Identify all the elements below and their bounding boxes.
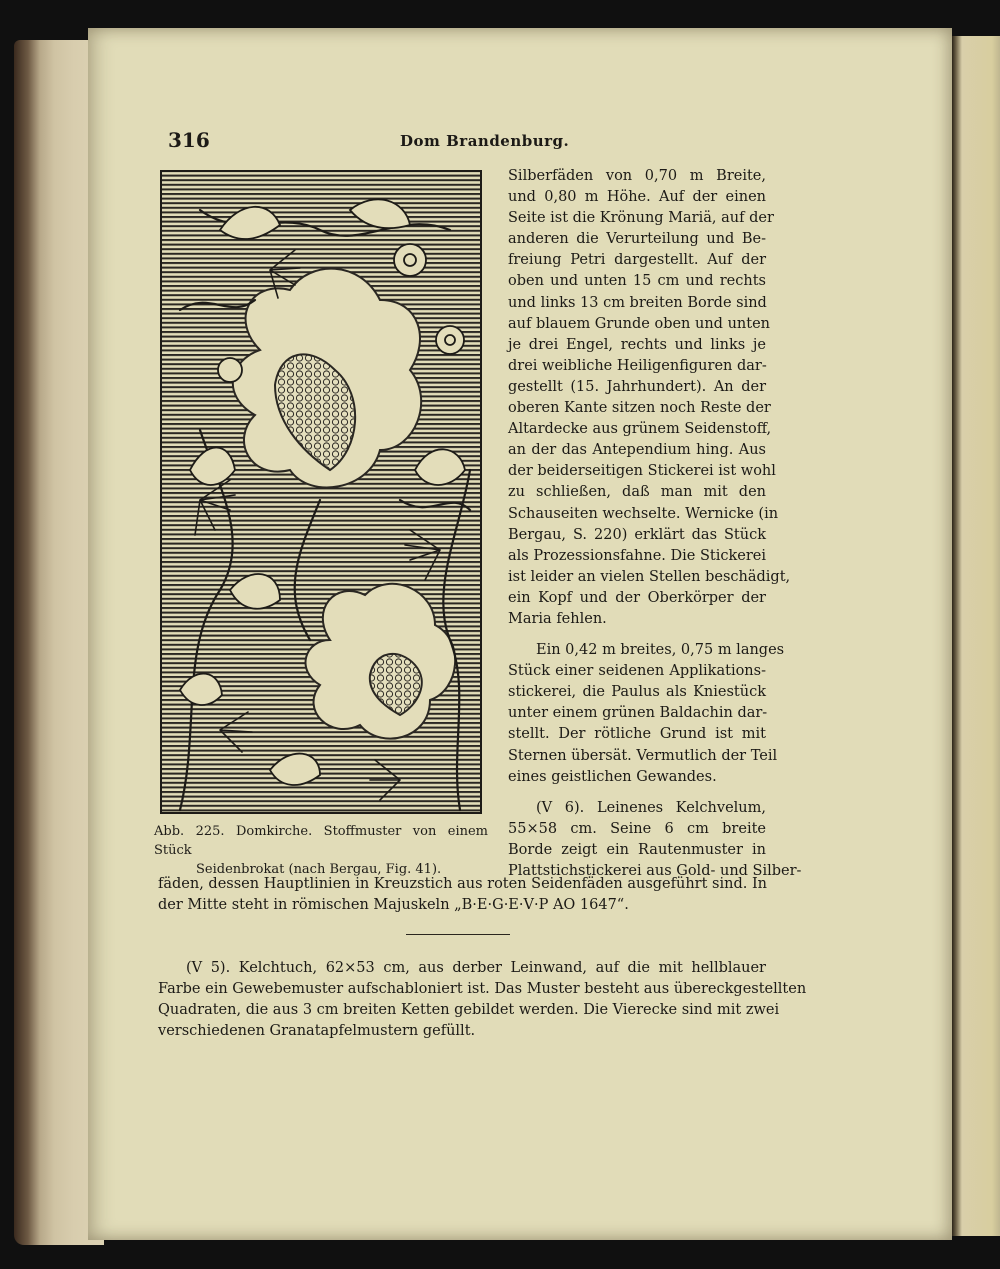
text-line: stickerei, die Paulus als Kniestück (508, 684, 766, 701)
book-page-edges-right (952, 36, 1000, 1236)
text-line: ein Kopf und der Oberkörper der (508, 589, 766, 606)
text-line: Plattstichstickerei aus Gold- und Silber- (508, 863, 802, 879)
text-line: stellt. Der rötliche Grund ist mit (508, 726, 766, 743)
page-header (168, 128, 688, 158)
damask-pattern-illustration (160, 170, 482, 814)
text-line: und 0,80 m Höhe. Auf der einen (508, 189, 766, 206)
full-width-paragraph-continued (158, 874, 766, 916)
text-line: Maria fehlen. (508, 610, 607, 627)
right-column-text (508, 166, 802, 882)
caption-line-1: Abb. 225. Domkirche. Stoffmuster von einem Stück (154, 824, 488, 858)
text-line: Silberfäden von 0,70 m Breite, (508, 168, 766, 184)
text-line: ist leider an vielen Stellen beschädigt, (508, 568, 791, 585)
text-line: der Mitte steht in römischen Majuskeln „B·E·G·E·V·P AO 1647“. (158, 897, 629, 914)
text-line: Seite ist die Krönung Mariä, auf der (508, 210, 774, 227)
text-line: und links 13 cm breiten Borde sind (508, 294, 767, 311)
text-line: Farbe ein Gewebemuster aufschabloniert ist. Das Muster besteht aus übereckgestellten (158, 981, 807, 998)
full-width-paragraph (158, 958, 807, 1042)
running-title: Dom Brandenburg. (400, 132, 570, 150)
text-line: zu schließen, daß man mit den (508, 484, 766, 501)
page-number: 316 (168, 128, 210, 152)
text-line: auf blauem Grunde oben und unten (508, 315, 770, 332)
section-divider (406, 934, 510, 935)
text-line: an der das Antependium hing. Aus (508, 442, 766, 459)
text-line: verschiedenen Granatapfelmustern gefüllt. (158, 1023, 476, 1040)
text-line: Borde zeigt ein Rautenmuster in (508, 841, 766, 858)
text-line: drei weibliche Heiligenfiguren dar- (508, 357, 767, 374)
text-line: eines geistlichen Gewandes. (508, 768, 717, 785)
text-line: Quadraten, die aus 3 cm breiten Ketten gebildet werden. Die Vierecke sind mit zwei (158, 1002, 780, 1019)
text-line: gestellt (15. Jahrhundert). An der (508, 378, 766, 395)
text-line: anderen die Verurteilung und Be- (508, 231, 766, 248)
text-line: (V 6). Leinenes Kelchvelum, (536, 799, 766, 816)
text-line: Bergau, S. 220) erklärt das Stück (508, 526, 766, 543)
figure-caption (154, 822, 488, 879)
caption-line-2: Seidenbrokat (nach Bergau, Fig. 41). (196, 862, 442, 877)
text-line: Sternen übersät. Vermutlich der Teil (508, 747, 778, 764)
text-line: Stück einer seidenen Applikations- (508, 663, 766, 680)
text-line: Ein 0,42 m breites, 0,75 m langes (536, 642, 785, 659)
text-line: unter einem grünen Baldachin dar- (508, 705, 768, 722)
text-line: fäden, dessen Hauptlinien in Kreuzstich aus roten Seidenfäden ausgeführt sind. In (158, 876, 768, 892)
text-line: je drei Engel, rechts und links je (508, 336, 766, 353)
text-line: freiung Petri dargestellt. Auf der (508, 252, 766, 269)
text-line: der beiderseitigen Stickerei ist wohl (508, 463, 776, 480)
text-line: oben und unten 15 cm und rechts (508, 273, 766, 290)
text-line: oberen Kante sitzen noch Reste der (508, 400, 771, 417)
text-line: (V 5). Kelchtuch, 62×53 cm, aus derber Leinwand, auf die mit hellblauer (186, 960, 766, 976)
text-line: 55×58 cm. Seine 6 cm breite (508, 820, 766, 837)
text-line: Altardecke aus grünem Seidenstoff, (508, 421, 772, 438)
text-line: als Prozessionsfahne. Die Stickerei (508, 547, 766, 564)
text-line: Schauseiten wechselte. Wernicke (in (508, 505, 779, 522)
